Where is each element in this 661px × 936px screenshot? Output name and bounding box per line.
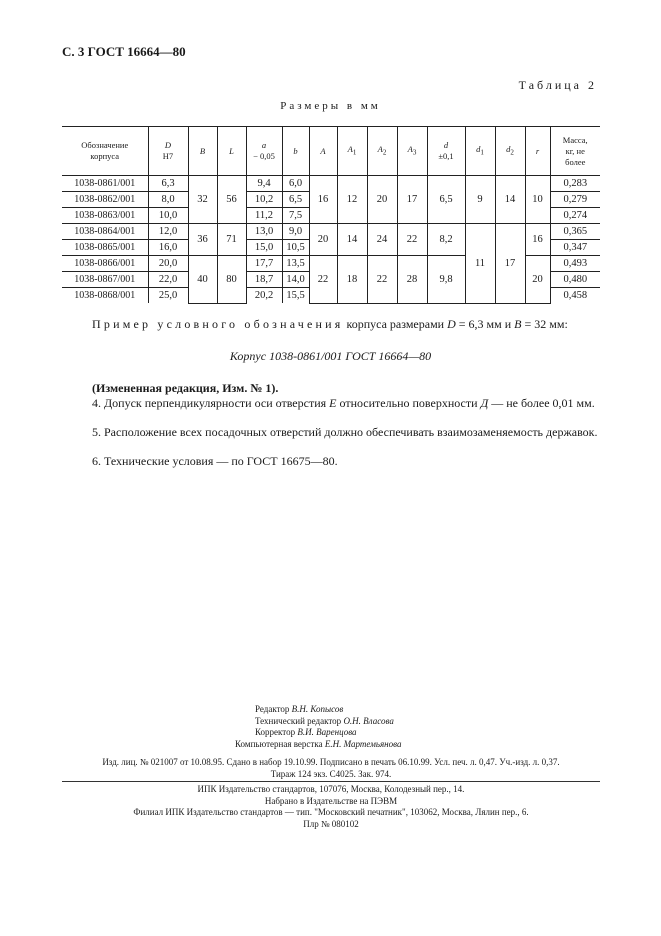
cell-d: 6,5 bbox=[427, 176, 465, 224]
cell-D: 8,0 bbox=[148, 192, 188, 208]
example-B-symbol: B bbox=[514, 317, 522, 331]
dimensions-caption: Размеры в мм bbox=[280, 100, 381, 112]
cell-mass: 0,274 bbox=[550, 208, 600, 224]
corrector-line: Корректор В.И. Варенцова bbox=[255, 727, 357, 737]
col-header-b: b bbox=[282, 127, 309, 176]
cell-a: 10,2 bbox=[246, 192, 282, 208]
cell-mass: 0,365 bbox=[550, 224, 600, 240]
cell-r: 16 bbox=[525, 224, 550, 256]
cell-B: 40 bbox=[188, 256, 217, 304]
cell-D: 20,0 bbox=[148, 256, 188, 272]
cell-d1: 11 bbox=[465, 224, 495, 304]
cell-name: 1038-0865/001 bbox=[62, 240, 148, 256]
cell-b: 6,0 bbox=[282, 176, 309, 192]
page-header: С. 3 ГОСТ 16664—80 bbox=[62, 44, 186, 59]
cell-D: 10,0 bbox=[148, 208, 188, 224]
example-D-value: = 6,3 мм и bbox=[455, 317, 515, 331]
col-header-d1: $d_1$ bbox=[465, 127, 495, 176]
col-header-L: L bbox=[217, 127, 246, 176]
table-caption: Таблица 2 bbox=[518, 78, 597, 92]
cell-A2: 24 bbox=[367, 224, 397, 256]
cell-mass: 0,458 bbox=[550, 288, 600, 304]
cell-a: 15,0 bbox=[246, 240, 282, 256]
cell-a: 13,0 bbox=[246, 224, 282, 240]
cell-d: 8,2 bbox=[427, 224, 465, 256]
cell-A1: 18 bbox=[337, 256, 367, 304]
cell-D: 6,3 bbox=[148, 176, 188, 192]
cell-D: 12,0 bbox=[148, 224, 188, 240]
cell-A2: 20 bbox=[367, 176, 397, 224]
col-header-A1: $A_1$ bbox=[337, 127, 367, 176]
cell-name: 1038-0861/001 bbox=[62, 176, 148, 192]
table-row bbox=[62, 224, 600, 240]
cell-mass: 0,283 bbox=[550, 176, 600, 192]
cell-a: 20,2 bbox=[246, 288, 282, 304]
cell-a: 9,4 bbox=[246, 176, 282, 192]
imprint-line-2: Тираж 124 экз. С4025. Зак. 974. bbox=[270, 768, 392, 779]
cell-a: 11,2 bbox=[246, 208, 282, 224]
divider bbox=[62, 781, 600, 782]
cell-name: 1038-0862/001 bbox=[62, 192, 148, 208]
cell-mass: 0,279 bbox=[550, 192, 600, 208]
col-header-A3: $A_3$ bbox=[397, 127, 427, 176]
paragraph-5: 5. Расположение всех посадочных отверстий должно обеспечивать взаимозаменяемость державок. bbox=[92, 425, 598, 439]
cell-b: 9,0 bbox=[282, 224, 309, 240]
cell-D: 25,0 bbox=[148, 288, 188, 304]
example-B-value: = 32 мм: bbox=[521, 317, 568, 331]
dimensions-table bbox=[62, 126, 600, 304]
cell-name: 1038-0863/001 bbox=[62, 208, 148, 224]
publisher-line-2: Набрано в Издательстве на ПЭВМ bbox=[264, 795, 398, 806]
cell-A: 20 bbox=[309, 224, 337, 256]
cell-r: 20 bbox=[525, 256, 550, 304]
cell-d2: 17 bbox=[495, 224, 525, 304]
cell-b: 10,5 bbox=[282, 240, 309, 256]
paragraph-4: 4. Допуск перпендикулярности оси отверстия Е относительно поверхности Д — не более 0,01 мм. bbox=[92, 396, 595, 410]
cell-d2: 14 bbox=[495, 176, 525, 224]
designation-example bbox=[92, 317, 568, 332]
cell-L: 71 bbox=[217, 224, 246, 256]
cell-mass: 0,347 bbox=[550, 240, 600, 256]
cell-L: 56 bbox=[217, 176, 246, 224]
imprint-publisher bbox=[62, 784, 600, 830]
cell-A1: 12 bbox=[337, 176, 367, 224]
imprint-line-1: Изд. лиц. № 021007 от 10.08.95. Сдано в набор 19.10.99. Подписано в печать 06.10.99. Усл. печ. л. 0,47. Уч.-изд. л. 0,37. bbox=[102, 757, 560, 767]
col-header-D: D H7 bbox=[148, 127, 188, 176]
col-header-A: A bbox=[309, 127, 337, 176]
col-header-B: B bbox=[188, 127, 217, 176]
cell-A3: 17 bbox=[397, 176, 427, 224]
cell-D: 16,0 bbox=[148, 240, 188, 256]
col-header-name: Обозначение корпуса bbox=[62, 127, 148, 176]
cell-a: 17,7 bbox=[246, 256, 282, 272]
publisher-line-1: ИПК Издательство стандартов, 107076, Москва, Колодезный пер., 14. bbox=[197, 784, 465, 794]
col-header-d: d ±0,1 bbox=[427, 127, 465, 176]
imprint-publication bbox=[62, 757, 600, 780]
cell-r: 10 bbox=[525, 176, 550, 224]
imprint-editors bbox=[200, 704, 560, 750]
example-label: Пример условного обозначения bbox=[92, 317, 344, 331]
publisher-line-4: Плр № 080102 bbox=[303, 818, 359, 829]
cell-b: 14,0 bbox=[282, 272, 309, 288]
cell-name: 1038-0867/001 bbox=[62, 272, 148, 288]
cell-name: 1038-0868/001 bbox=[62, 288, 148, 304]
cell-b: 6,5 bbox=[282, 192, 309, 208]
col-header-a: a − 0,05 bbox=[246, 127, 282, 176]
cell-A: 22 bbox=[309, 256, 337, 304]
cell-a: 18,7 bbox=[246, 272, 282, 288]
col-header-r: r bbox=[525, 127, 550, 176]
example-D-symbol: D bbox=[447, 317, 456, 331]
cell-b: 7,5 bbox=[282, 208, 309, 224]
cell-A3: 22 bbox=[397, 224, 427, 256]
cell-A3: 28 bbox=[397, 256, 427, 304]
cell-A1: 14 bbox=[337, 224, 367, 256]
designation-line: Корпус 1038-0861/001 ГОСТ 16664—80 bbox=[229, 349, 432, 363]
example-text: корпуса размерами bbox=[343, 317, 448, 331]
table-header-row bbox=[62, 127, 600, 176]
layout-line: Компьютерная верстка Е.Н. Мартемьянова bbox=[235, 738, 402, 749]
cell-B: 32 bbox=[188, 176, 217, 224]
tech-editor-line: Технический редактор О.Н. Власова bbox=[255, 715, 394, 726]
col-header-d2: $d_2$ bbox=[495, 127, 525, 176]
cell-d1: 9 bbox=[465, 176, 495, 224]
cell-name: 1038-0864/001 bbox=[62, 224, 148, 240]
cell-mass: 0,480 bbox=[550, 272, 600, 288]
cell-b: 15,5 bbox=[282, 288, 309, 304]
cell-B: 36 bbox=[188, 224, 217, 256]
col-header-A2: $A_2$ bbox=[367, 127, 397, 176]
edition-note: (Измененная редакция, Изм. № 1). bbox=[92, 381, 279, 395]
cell-D: 22,0 bbox=[148, 272, 188, 288]
table-row bbox=[62, 176, 600, 192]
publisher-line-3: Филиал ИПК Издательство стандартов — тип. "Московский печатник", 103062, Москва, Лялин пер., 6. bbox=[133, 807, 529, 817]
cell-name: 1038-0866/001 bbox=[62, 256, 148, 272]
cell-A: 16 bbox=[309, 176, 337, 224]
col-header-mass: Масса, кг, не более bbox=[550, 127, 600, 176]
cell-L: 80 bbox=[217, 256, 246, 304]
cell-b: 13,5 bbox=[282, 256, 309, 272]
editor-line: Редактор В.Н. Копысов bbox=[255, 704, 344, 714]
cell-mass: 0,493 bbox=[550, 256, 600, 272]
cell-d: 9,8 bbox=[427, 256, 465, 304]
paragraph-6: 6. Технические условия — по ГОСТ 16675—80. bbox=[92, 454, 338, 468]
cell-A2: 22 bbox=[367, 256, 397, 304]
